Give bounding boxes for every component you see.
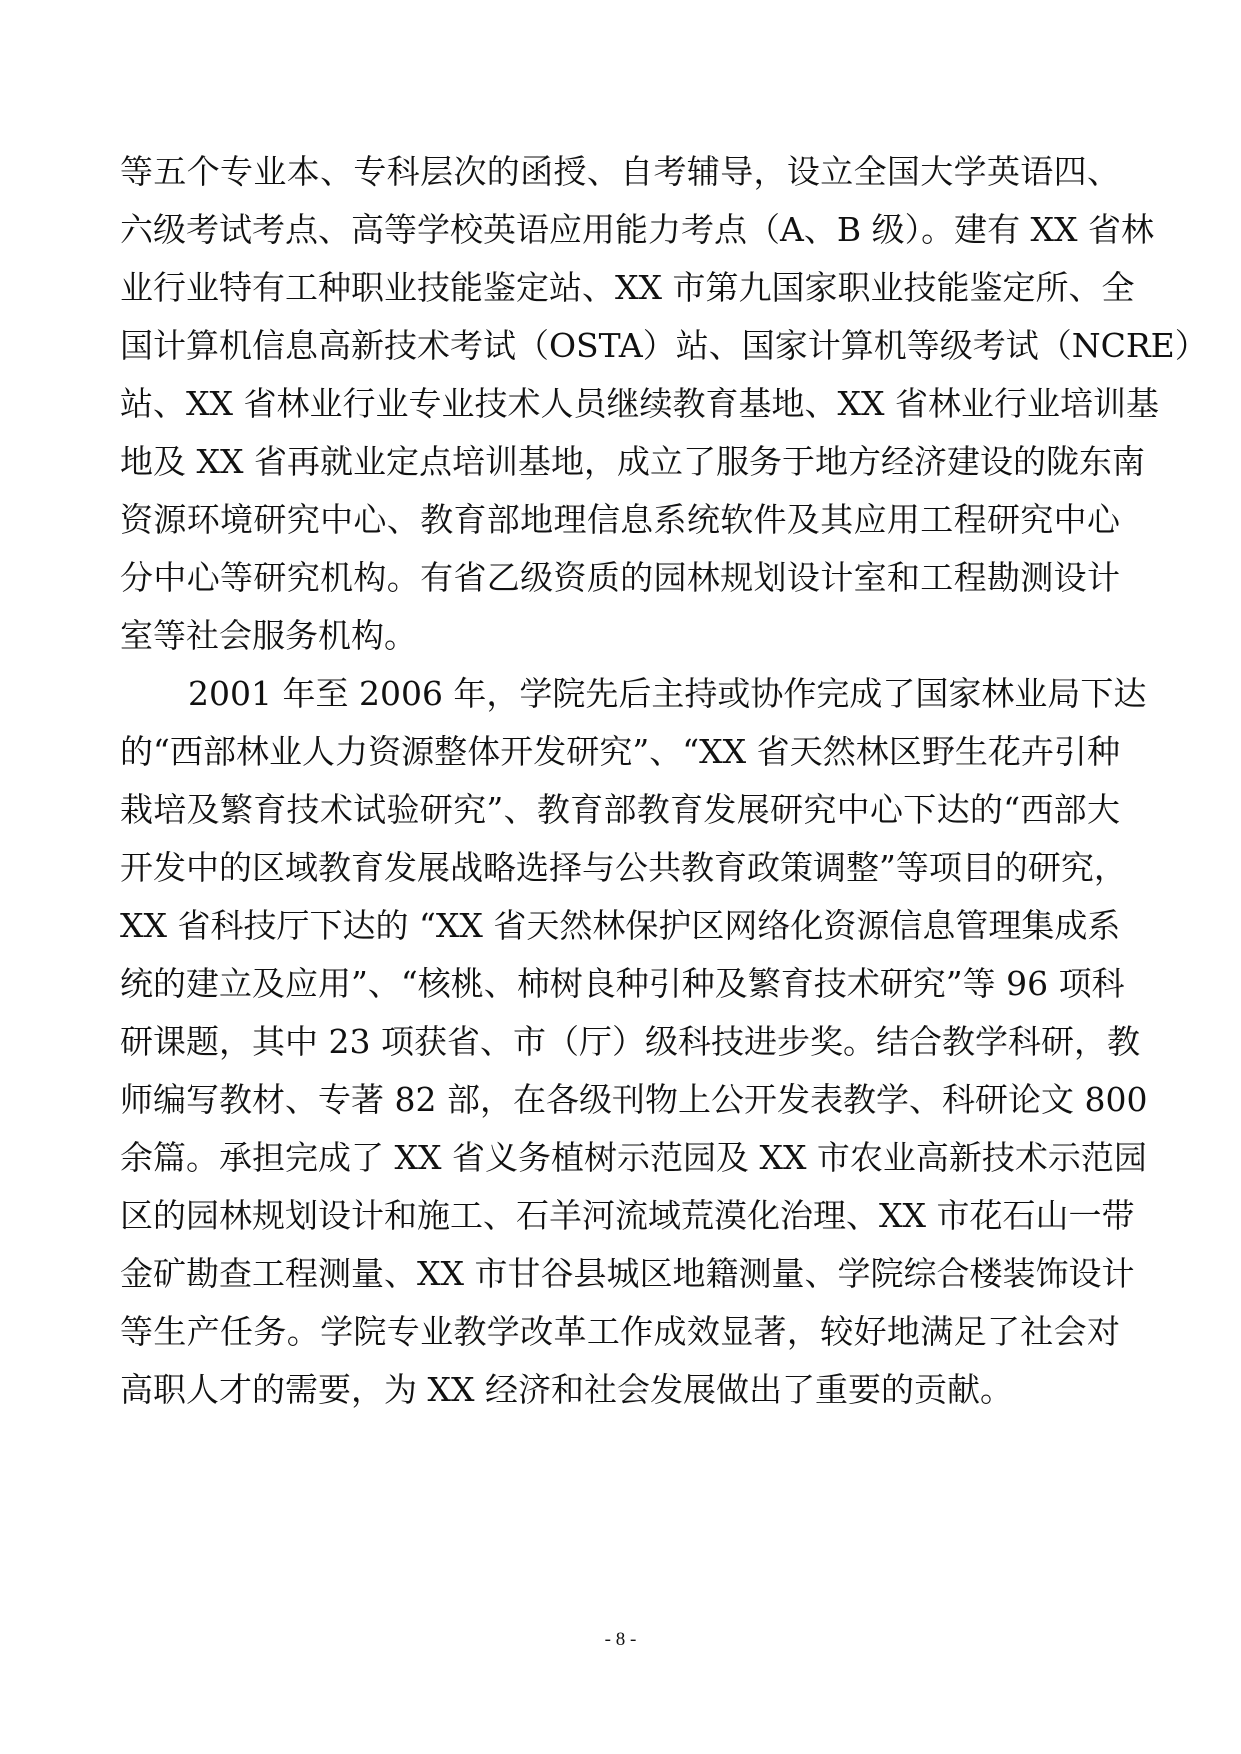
paragraph-2-line-8: 师编写教材、专著 82 部，在各级刊物上公开发表教学、科研论文 800	[120, 1080, 1148, 1119]
paragraph-1-line-5: 站、XX 省林业行业专业技术人员继续教育基地、XX 省林业行业培训基	[120, 384, 1159, 423]
paragraph-2-line-10: 区的园林规划设计和施工、石羊河流域荒漠化治理、XX 市花石山一带	[120, 1196, 1135, 1235]
paragraph-2-line-9: 余篇。承担完成了 XX 省义务植树示范园及 XX 市农业高新技术示范园	[120, 1138, 1147, 1177]
paragraph-2-line-12: 等生产任务。学院专业教学改革工作成效显著，较好地满足了社会对	[120, 1312, 1120, 1351]
paragraph-2-line-2: 的“西部林业人力资源整体开发研究”、“XX 省天然林区野生花卉引种	[120, 732, 1120, 771]
page-number: - 8 -	[604, 1629, 637, 1650]
paragraph-2-line-6: 统的建立及应用”、“核桃、柿树良种引种及繁育技术研究”等 96 项科	[120, 964, 1125, 1003]
paragraph-1-line-6: 地及 XX 省再就业定点培训基地，成立了服务于地方经济建设的陇东南	[120, 442, 1145, 481]
paragraph-1-line-4: 国计算机信息高新技术考试（OSTA）站、国家计算机等级考试（NCRE）	[120, 326, 1208, 365]
paragraph-2-line-4: 开发中的区域教育发展战略选择与公共教育政策调整”等项目的研究，	[120, 848, 1127, 887]
paragraph-1-line-1: 等五个专业本、专科层次的函授、自考辅导，设立全国大学英语四、	[120, 152, 1120, 191]
paragraph-1-line-9: 室等社会服务机构。	[120, 616, 417, 655]
paragraph-1-line-3: 业行业特有工种职业技能鉴定站、XX 市第九国家职业技能鉴定所、全	[120, 268, 1135, 307]
paragraph-1-line-7: 资源环境研究中心、教育部地理信息系统软件及其应用工程研究中心	[120, 500, 1120, 539]
paragraph-2-line-1: 2001 年至 2006 年，学院先后主持或协作完成了国家林业局下达	[188, 674, 1147, 713]
paragraph-2-line-3: 栽培及繁育技术试验研究”、教育部教育发展研究中心下达的“西部大	[120, 790, 1120, 829]
paragraph-2-line-7: 研课题，其中 23 项获省、市（厅）级科技进步奖。结合教学科研，教	[120, 1022, 1140, 1061]
paragraph-2-line-5: XX 省科技厅下达的 “XX 省天然林保护区网络化资源信息管理集成系	[120, 906, 1121, 945]
paragraph-1-line-8: 分中心等研究机构。有省乙级资质的园林规划设计室和工程勘测设计	[120, 558, 1120, 597]
paragraph-1-line-2: 六级考试考点、高等学校英语应用能力考点（A、B 级）。建有 XX 省林	[120, 210, 1155, 249]
paragraph-2-line-13: 高职人才的需要，为 XX 经济和社会发展做出了重要的贡献。	[120, 1370, 1013, 1409]
paragraph-2-line-11: 金矿勘查工程测量、XX 市甘谷县城区地籍测量、学院综合楼装饰设计	[120, 1254, 1135, 1293]
